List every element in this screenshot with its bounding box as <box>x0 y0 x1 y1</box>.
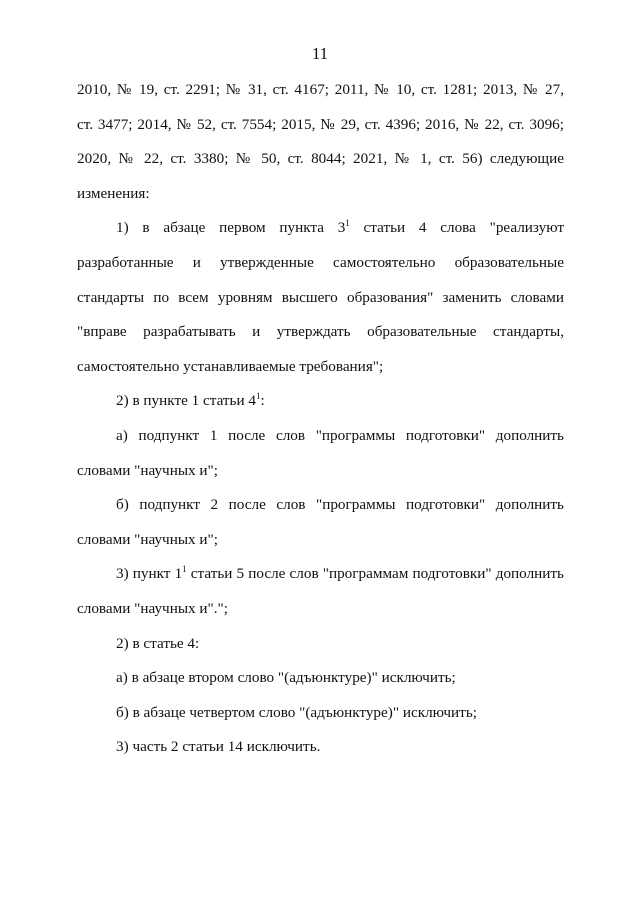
text-line-15-part-a: 3) пункт 1 <box>116 565 183 583</box>
text-line-11: а) подпункт 1 после слов "программы подготовки" дополнить <box>116 426 564 444</box>
superscript-index: 1 <box>345 218 350 229</box>
text-line-10 <box>77 384 564 419</box>
text-line-17: 2) в статье 4: <box>116 634 200 652</box>
superscript-index: 1 <box>256 391 261 402</box>
text-line-12: словами "научных и"; <box>77 461 218 479</box>
text-line-3: 2020, № 22, ст. 3380; № 50, ст. 8044; 2021, № 1, ст. 56) следующие <box>77 150 564 168</box>
text-line-8: "вправе разрабатывать и утверждать образовательные стандарты, <box>77 323 564 341</box>
superscript-index: 1 <box>182 564 187 575</box>
text-line-5-part-b: статьи 4 слова "реализуют <box>349 219 564 237</box>
text-line-2: ст. 3477; 2014, № 52, ст. 7554; 2015, № 29, ст. 4396; 2016, № 22, ст. 3096; <box>77 115 564 133</box>
text-line-4: изменения: <box>77 184 150 202</box>
text-line-20: 3) часть 2 статьи 14 исключить. <box>116 738 321 756</box>
text-line-10-part-a: 2) в пункте 1 статьи 4 <box>116 392 257 410</box>
text-line-15-part-b: статьи 5 после слов "программам подготовки" дополнить <box>186 565 564 583</box>
text-line-13: б) подпункт 2 после слов "программы подготовки" дополнить <box>116 496 564 514</box>
text-line-16: словами "научных и"."; <box>77 599 228 617</box>
document-body <box>77 73 564 765</box>
text-line-19: б) в абзаце четвертом слово "(адъюнктуре)" исключить; <box>116 703 477 721</box>
text-line-1: 2010, № 19, ст. 2291; № 31, ст. 4167; 2011, № 10, ст. 1281; 2013, № 27, <box>77 81 564 98</box>
text-line-6: разработанные и утвержденные самостоятельно образовательные <box>77 253 564 271</box>
text-line-18: а) в абзаце втором слово "(адъюнктуре)" исключить; <box>116 669 456 687</box>
text-line-9: самостоятельно устанавливаемые требования"; <box>77 357 384 375</box>
text-line-14: словами "научных и"; <box>77 530 218 548</box>
page-number: 11 <box>311 44 329 63</box>
text-line-10-part-b: : <box>260 392 265 410</box>
text-line-5-part-a: 1) в абзаце первом пункта 3 <box>116 219 346 237</box>
text-line-5 <box>77 211 564 246</box>
text-line-7: стандарты по всем уровням высшего образования" заменить словами <box>77 288 564 306</box>
text-line-15 <box>77 557 564 592</box>
